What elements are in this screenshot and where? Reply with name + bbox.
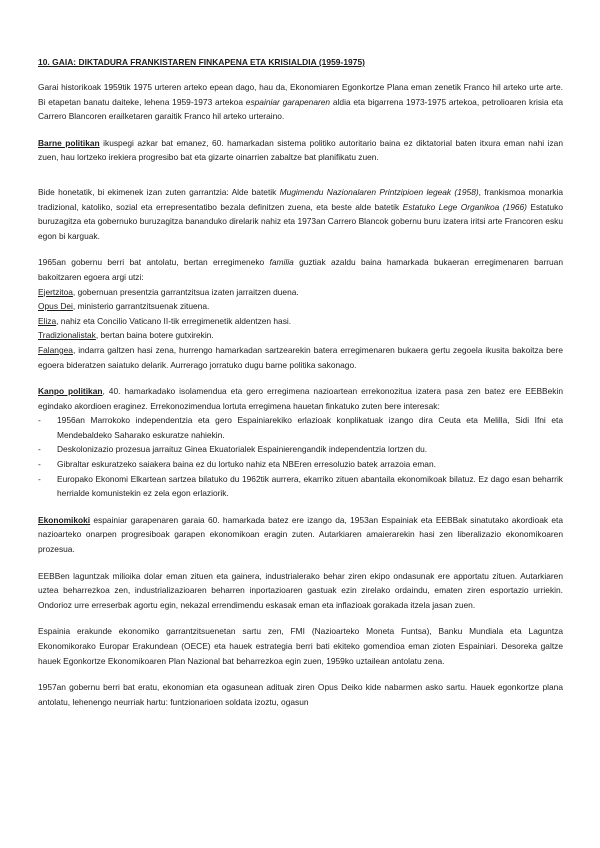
barne-politika-paragraph: Barne politikan ikuspegi azkar bat emanez, 60. hamarkadan sistema politiko autoritario baina ez diktatorial baten itxura eman nahi izan zuen, hau lortzeko irekiera progresibo bat eta gizarte oinarrien zabaltze bat planifikatu zuen. [38,137,563,163]
dash-icon: - [38,459,41,470]
kanpo-politika-paragraph: Kanpo politikan, 40. hamarkadako isolamendua eta gero erregimena nazioartean errekonozitua izatera pasa zen batez ere EEBBekin egindako akordioen eraginez. Errekonozimendua lortuta erregimena hauetan finkatuko zuten bere interesak: [38,386,563,411]
barne-politika-heading: Barne politikan [38,137,100,148]
dash-icon: - [38,444,41,455]
kanpo-list [38,413,563,501]
list-item: - Europako Ekonomi Elkartean sartzea bilatuko du 1962tik aurrera, ekarriko zituen abantaila ekonomikoak bilatuz. Ez dago esan beharrik herrialde komunistekin ez zela egon erlaziorik. [38,473,563,499]
familia-item: Tradizionalistak, bertan baina botere gutxirekin. [38,330,214,341]
ekonomia-paragraph: Ekonomikoki espainiar garapenaren garaia 60. hamarkada batez ere izango da, 1953an Espainiak eta EEBBak sinatutako akordioak eta nazioarteko onarpen progresiboak garapen ekonomikoan eragin zuten. Autarkiaren amaierarekin hasi zen liberalizazio ekonomikoaren prozesua. [38,514,563,555]
intro-paragraph: Garai historikoak 1959tik 1975 urteren arteko epean dago, hau da, Ekonomiaren Egonkortze Plana eman zenetik Franco hil arteko urte arte. Bi etapetan banatu daiteke, lehena 1959-1973 artekoa espainiar garapenaren aldia eta bigarrena 1973-1975 artekoa, petrolioaren krisia eta Carrero Blancoren erailketaren garaitik Franco hil arteko urteraino. [38,82,564,122]
dash-icon: - [38,473,41,484]
ekonomia-heading: Ekonomikoki [38,514,91,525]
gobernu-1957-paragraph: 1957an gobernu berri bat eratu, ekonomian eta ogasunean adituak ziren Opus Deiko kide nabarmen asko sartu. Hauek egonkortze plana antolatu, lehenengo neurriak hartu: funtzionarioen soldata izoztu, ogasun [38,682,563,707]
eebb-paragraph: EEBBen laguntzak milioika dolar eman zituen eta gainera, industrialerako behar ziren ekipo ondasunak ere apportatu zituen. Autarkiaren uztea beharrezkoa zen, industrializazioaren beharren inportazioaren gastuak ezin zirelako ordaindu, ematen ziren esportazio urriekin. Ondorioz urre erreserbak agortu egin, nekazal errendimendu eskasak eman eta inflazioak gorakada itzela jasan zuen. [38,570,563,610]
list-item: - Gibraltar eskuratzeko saiakera baina ez du lortuko nahiz eta NBEren erresoluzio batek arrazoia eman. [38,457,563,472]
kanpo-politika-heading: Kanpo politikan [38,386,103,397]
bide-paragraph: Bide honetatik, bi ekimenek izan zuten garrantzia: Alde batetik Mugimendu Nazionalaren Printzipioen legeak (1958), frankismoa monarkia tradizional, katoliko, sozial eta errepresentatibo bezala definitzen zuena, eta beste alde batetik Estatuko Lege Organikoa (1966) Estatuko buruzagitza eta gobernuko buruzagitza bananduko direlarik nahiz eta 1973an Carrero Blancok gobernu buru izatera iritsi arte Francoren esku egon bi karguak. [38,186,563,241]
gobernua-paragraph: 1965an gobernu berri bat antolatu, bertan erregimeneko familia guztiak azaldu baina hamarkada bukaeran erregimenaren barruan bakoitzaren egoera argi utzi: [38,257,563,282]
page-title: 10. GAIA: DIKTADURA FRANKISTAREN FINKAPENA ETA KRISIALDIA (1959-1975) [38,57,365,67]
espainia-paragraph: Espainia erakunde ekonomiko garrantzitsuenetan sartu zen, FMI (Nazioarteko Moneta Funtsa), Banku Mundiala eta Laguntza Ekonomikorako Europar Erakundean (OECE) eta hauek estrategia berri bati ekiteko gomendioa eman zioten Espainiari. Desoreka galtze hauek Egonkortze Ekonomikoaren Plan Nazional bat beharrezkoa egin zuen, 1959ko uztailean antolatu zena. [38,626,563,666]
list-item: - 1956an Marrokoko independentzia eta gero Espainiarekiko erlazioak konplikatuak izango dira Ceuta eta Melilla, Sidi Ifni eta Mendebaldeko Saharako eskuratze nahiekin. [38,415,563,440]
familia-item: Falangea, indarra galtzen hasi zena, hurrengo hamarkadan sartzearekin batera erregimenaren bukaera gertu zegoela ikusita bakoitza bere egoera bideratzen saiatuko delarik. Aurrerago jorratuko dugu barne politika sakonago. [38,344,563,370]
familia-item: Ejertzitoa, gobernuan presentzia garrantzitsua izaten jarraitzen duena. [38,286,299,297]
familia-item: Eliza, nahiz eta Concilio Vaticano II-tik erregimenetik aldentzen hasi. [38,315,292,326]
familia-item: Opus Dei, ministerio garrantzitsuenak zituena. [38,301,210,312]
dash-icon: - [38,415,41,426]
list-item: - Deskolonizazio prozesua jarraituz Ginea Ekuatorialek Espainierengandik independentzia lortzen du. [38,442,563,457]
